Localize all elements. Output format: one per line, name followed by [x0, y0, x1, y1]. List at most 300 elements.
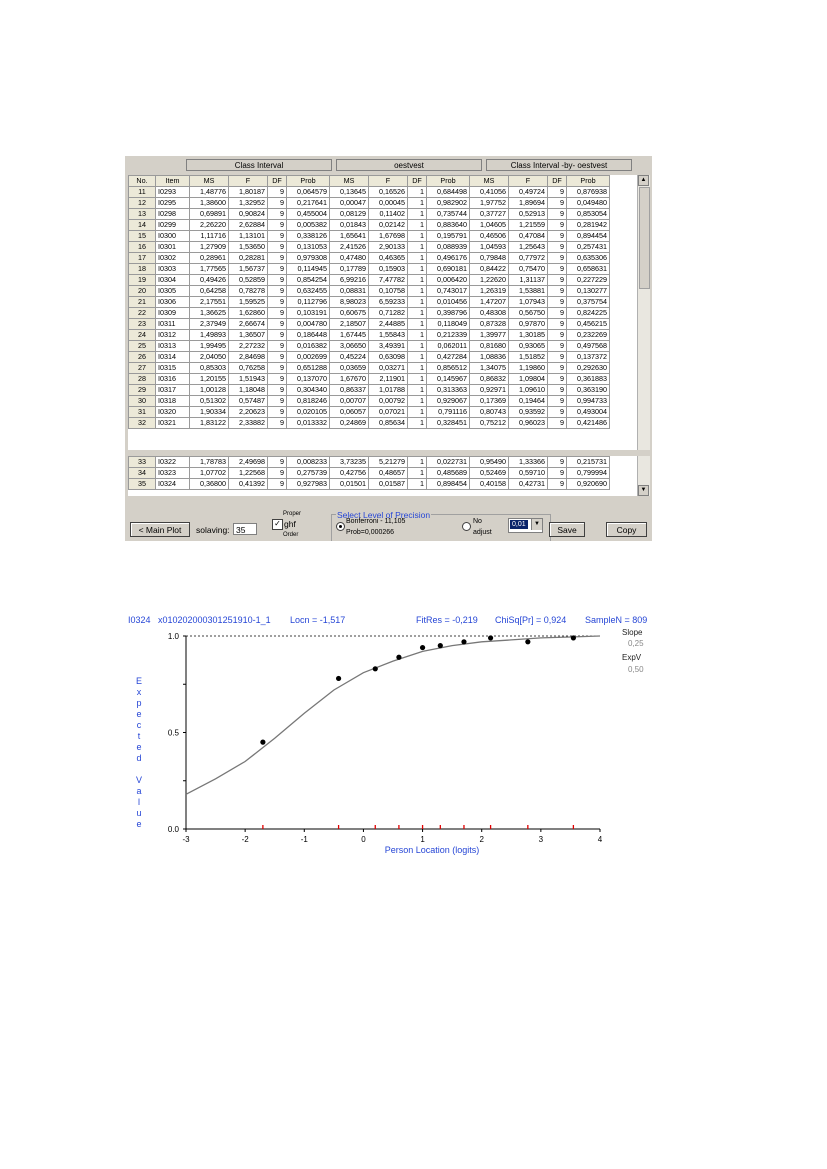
- table-cell: 1,67445: [330, 330, 369, 341]
- table-cell: 1,09610: [509, 385, 548, 396]
- table-cell: 1,21559: [509, 220, 548, 231]
- table-cell: 0,48308: [470, 308, 509, 319]
- observed-point: [461, 639, 466, 644]
- table-cell: 0,217641: [287, 198, 330, 209]
- table-cell: 1,22568: [229, 468, 268, 479]
- table-cell: 1,01788: [369, 385, 408, 396]
- table-cell: 0,338126: [287, 231, 330, 242]
- table-cell: 0,86337: [330, 385, 369, 396]
- checkbox-label: ghf: [284, 519, 296, 529]
- table-cell: 1,53881: [509, 286, 548, 297]
- table-cell: 1,13101: [229, 231, 268, 242]
- table-cell: 1,19860: [509, 363, 548, 374]
- table-cell: 0,020105: [287, 407, 330, 418]
- table-cell: 0,130277: [567, 286, 610, 297]
- table-cell: 2,20623: [229, 407, 268, 418]
- column-header[interactable]: MS: [190, 176, 229, 187]
- person-id: x010202000301251910-1_1: [158, 615, 271, 625]
- table-cell: 1,90334: [190, 407, 229, 418]
- table-cell: 0,232269: [567, 330, 610, 341]
- table-cell: I0311: [156, 319, 190, 330]
- table-cell: 9: [268, 374, 287, 385]
- table-cell: 1: [408, 242, 427, 253]
- table-cell: 1,32952: [229, 198, 268, 209]
- table-cell: 0,15903: [369, 264, 408, 275]
- table-cell: 1,36625: [190, 308, 229, 319]
- table-cell: 30: [129, 396, 156, 407]
- table-cell: I0312: [156, 330, 190, 341]
- table-cell: 1: [408, 220, 427, 231]
- table-cell: 9: [268, 286, 287, 297]
- table-cell: 9: [268, 231, 287, 242]
- main-plot-button[interactable]: < Main Plot: [130, 522, 190, 537]
- table-cell: 0,186448: [287, 330, 330, 341]
- table-cell: 9: [548, 341, 567, 352]
- table-cell: 16: [129, 242, 156, 253]
- table-cell: 0,78278: [229, 286, 268, 297]
- table-cell: 1,26319: [470, 286, 509, 297]
- table-cell: 24: [129, 330, 156, 341]
- y-axis-label-letter: c: [136, 720, 142, 730]
- table-cell: 0,982902: [427, 198, 470, 209]
- table-cell: 2,18507: [330, 319, 369, 330]
- table-cell: 0,854254: [287, 275, 330, 286]
- bonferroni-prob: Prob=0,000266: [346, 529, 395, 536]
- y-tick-label: 1.0: [167, 632, 179, 641]
- table-cell: 0,95490: [470, 457, 509, 468]
- x-tick-label: 3: [538, 835, 544, 844]
- table-cell: 5,21279: [369, 457, 408, 468]
- table-cell: 0,48657: [369, 468, 408, 479]
- table-cell: 9: [548, 468, 567, 479]
- table-cell: 1: [408, 363, 427, 374]
- table-cell: 0,485689: [427, 468, 470, 479]
- y-axis-label-letter: d: [136, 753, 142, 763]
- table-cell: 1: [408, 187, 427, 198]
- table-cell: 0,455004: [287, 209, 330, 220]
- table-cell: 9: [548, 308, 567, 319]
- scroll-down-icon[interactable]: ▼: [638, 485, 649, 496]
- table-cell: 0,791116: [427, 407, 470, 418]
- table-cell: 28: [129, 374, 156, 385]
- table-cell: 0,876938: [567, 187, 610, 198]
- table-cell: I0301: [156, 242, 190, 253]
- table-cell: 0,81680: [470, 341, 509, 352]
- table-cell: 29: [129, 385, 156, 396]
- item-code: I0324: [128, 615, 151, 625]
- table-cell: 1,36507: [229, 330, 268, 341]
- table-cell: 9: [268, 468, 287, 479]
- table-cell: 0,112796: [287, 297, 330, 308]
- table-cell: 1,67670: [330, 374, 369, 385]
- table-cell: 2,26220: [190, 220, 229, 231]
- table-cell: 0,313363: [427, 385, 470, 396]
- table-cell: 1,00128: [190, 385, 229, 396]
- table-cell: 0,42756: [330, 468, 369, 479]
- table-cell: 32: [129, 418, 156, 429]
- table-cell: 0,42731: [509, 479, 548, 490]
- expv-label: ExpV: [622, 653, 642, 662]
- table-cell: 34: [129, 468, 156, 479]
- y-axis-label-letter: u: [136, 808, 142, 818]
- table-cell: 1: [408, 253, 427, 264]
- table-cell: 0,03659: [330, 363, 369, 374]
- table-cell: 1,83122: [190, 418, 229, 429]
- table-cell: 0,363190: [567, 385, 610, 396]
- table-cell: 0,894454: [567, 231, 610, 242]
- save-button[interactable]: Save: [549, 522, 585, 537]
- plot-area: [168, 632, 603, 844]
- table-cell: 9: [548, 220, 567, 231]
- table-cell: 0,853054: [567, 209, 610, 220]
- table-cell: 0,01501: [330, 479, 369, 490]
- table-cell: I0309: [156, 308, 190, 319]
- table-cell: 18: [129, 264, 156, 275]
- table-cell: 1,39977: [470, 330, 509, 341]
- table-cell: 9: [268, 396, 287, 407]
- table-cell: 0,01587: [369, 479, 408, 490]
- table-cell: 0,28961: [190, 253, 229, 264]
- column-header[interactable]: Prob: [427, 176, 470, 187]
- table-cell: 0,118049: [427, 319, 470, 330]
- table-cell: 0,06057: [330, 407, 369, 418]
- table-cell: 9: [548, 209, 567, 220]
- table-cell: 0,52469: [470, 468, 509, 479]
- table-cell: 1: [408, 341, 427, 352]
- table-cell: 33: [129, 457, 156, 468]
- column-header[interactable]: DF: [548, 176, 567, 187]
- table-cell: 2,90133: [369, 242, 408, 253]
- group-header-oestvest: oestvest: [336, 159, 482, 171]
- table-cell: 0,46506: [470, 231, 509, 242]
- table-cell: 1,51852: [509, 352, 548, 363]
- table-cell: 1,47207: [470, 297, 509, 308]
- table-cell: 1: [408, 457, 427, 468]
- table-cell: 9: [548, 418, 567, 429]
- column-header[interactable]: Item: [156, 176, 190, 187]
- column-header[interactable]: F: [509, 176, 548, 187]
- table-cell: 0,979308: [287, 253, 330, 264]
- table-cell: 0,57487: [229, 396, 268, 407]
- table-cell: 2,49698: [229, 457, 268, 468]
- table-cell: 22: [129, 308, 156, 319]
- table-cell: 0,00045: [369, 198, 408, 209]
- column-header[interactable]: F: [229, 176, 268, 187]
- table-cell: 0,28281: [229, 253, 268, 264]
- table-cell: I0318: [156, 396, 190, 407]
- table-cell: 9: [548, 374, 567, 385]
- table-cell: 1,65641: [330, 231, 369, 242]
- table-cell: I0323: [156, 468, 190, 479]
- table-cell: 1,89694: [509, 198, 548, 209]
- solving-input[interactable]: 35: [233, 523, 257, 535]
- location-readout: Locn = -1,517: [290, 615, 346, 625]
- x-tick-label: -3: [182, 835, 190, 844]
- x-axis-label: Person Location (logits): [384, 845, 480, 855]
- table-cell: 0,93592: [509, 407, 548, 418]
- table-cell: 6,99216: [330, 275, 369, 286]
- table-cell: 3,73235: [330, 457, 369, 468]
- table-cell: 2,17551: [190, 297, 229, 308]
- scroll-up-icon[interactable]: ▲: [638, 175, 649, 186]
- table-cell: 2,37949: [190, 319, 229, 330]
- table-cell: 1,22620: [470, 275, 509, 286]
- table-cell: 9: [548, 479, 567, 490]
- table-cell: 1,99495: [190, 341, 229, 352]
- table-cell: 1: [408, 385, 427, 396]
- column-header[interactable]: DF: [268, 176, 287, 187]
- order-checkbox[interactable]: ✓: [272, 519, 283, 530]
- table-cell: 0,84422: [470, 264, 509, 275]
- table-cell: 0,17369: [470, 396, 509, 407]
- table-cell: 1: [408, 418, 427, 429]
- table-cell: 1,80187: [229, 187, 268, 198]
- table-cell: I0321: [156, 418, 190, 429]
- table-cell: 1,62860: [229, 308, 268, 319]
- table-cell: 1: [408, 297, 427, 308]
- copy-button[interactable]: Copy: [606, 522, 647, 537]
- table-cell: 0,137372: [567, 352, 610, 363]
- table-cell: 1: [408, 330, 427, 341]
- table-cell: 0,41392: [229, 479, 268, 490]
- table-cell: 2,11901: [369, 374, 408, 385]
- observed-point: [525, 639, 530, 644]
- table-cell: 0,36800: [190, 479, 229, 490]
- x-tick-label: -2: [241, 835, 249, 844]
- table-cell: 9: [268, 264, 287, 275]
- table-cell: I0298: [156, 209, 190, 220]
- table-cell: 0,08831: [330, 286, 369, 297]
- table-cell: 0,85303: [190, 363, 229, 374]
- table-cell: 3,06650: [330, 341, 369, 352]
- table-cell: 1,53650: [229, 242, 268, 253]
- column-header[interactable]: MS: [330, 176, 369, 187]
- x-tick-label: 2: [479, 835, 484, 844]
- table-cell: 0,47084: [509, 231, 548, 242]
- table-cell: 0,215731: [567, 457, 610, 468]
- table-cell: 12: [129, 198, 156, 209]
- table-cell: 1: [408, 198, 427, 209]
- table-cell: 14: [129, 220, 156, 231]
- table-cell: I0313: [156, 341, 190, 352]
- samplen-readout: SampleN = 809: [585, 615, 648, 625]
- table-cell: 0,96023: [509, 418, 548, 429]
- table-cell: 1,25643: [509, 242, 548, 253]
- table-cell: 0,60675: [330, 308, 369, 319]
- table-cell: 9: [548, 286, 567, 297]
- table-cell: 9: [268, 385, 287, 396]
- table-cell: 1,55843: [369, 330, 408, 341]
- slope-label: Slope: [622, 628, 643, 637]
- table-cell: 0,114945: [287, 264, 330, 275]
- bonferroni-label: Bonferroni - 11,105: [346, 518, 406, 525]
- table-cell: 0,088939: [427, 242, 470, 253]
- fitres-readout: FitRes = -0,219: [416, 615, 478, 625]
- table-cell: 9: [548, 198, 567, 209]
- table-cell: 0,361883: [567, 374, 610, 385]
- observed-point: [396, 655, 401, 660]
- table-cell: 9: [268, 187, 287, 198]
- table-cell: 2,62884: [229, 220, 268, 231]
- table-cell: 9: [268, 198, 287, 209]
- table-cell: I0324: [156, 479, 190, 490]
- observed-point: [420, 645, 425, 650]
- chevron-down-icon[interactable]: ▼: [531, 519, 542, 530]
- table-cell: 0,51302: [190, 396, 229, 407]
- table-cell: 1,48776: [190, 187, 229, 198]
- table-cell: 0,735744: [427, 209, 470, 220]
- table-cell: 1,33366: [509, 457, 548, 468]
- checkbox-top-text: Proper: [283, 511, 302, 517]
- table-cell: 1,38600: [190, 198, 229, 209]
- table-cell: 26: [129, 352, 156, 363]
- table-cell: 0,883640: [427, 220, 470, 231]
- table-cell: 1,30185: [509, 330, 548, 341]
- table-cell: 0,635306: [567, 253, 610, 264]
- table-cell: 1: [408, 396, 427, 407]
- expv-value: 0,50: [628, 665, 644, 674]
- table-cell: 0,37727: [470, 209, 509, 220]
- column-header[interactable]: MS: [470, 176, 509, 187]
- observed-point: [571, 635, 576, 640]
- observed-point: [488, 635, 493, 640]
- table-cell: 0,929067: [427, 396, 470, 407]
- y-axis-label-letter: E: [135, 676, 143, 686]
- table-cell: 0,005382: [287, 220, 330, 231]
- table-cell: 21: [129, 297, 156, 308]
- table-cell: 0,275739: [287, 468, 330, 479]
- table-cell: 9: [548, 253, 567, 264]
- table-cell: 0,16526: [369, 187, 408, 198]
- y-axis-label: [136, 676, 142, 829]
- table-cell: 11: [129, 187, 156, 198]
- no-adjust-label-2: adjust: [473, 529, 492, 536]
- table-cell: 0,69891: [190, 209, 229, 220]
- column-header[interactable]: No.: [129, 176, 156, 187]
- table-cell: 1,56737: [229, 264, 268, 275]
- table-cell: 0,64258: [190, 286, 229, 297]
- table-cell: 0,456215: [567, 319, 610, 330]
- table-cell: 20: [129, 286, 156, 297]
- table-cell: 0,00047: [330, 198, 369, 209]
- precision-legend: Select Level of Precision: [337, 510, 431, 520]
- table-cell: I0316: [156, 374, 190, 385]
- table-cell: 9: [548, 242, 567, 253]
- table-cell: 0,00792: [369, 396, 408, 407]
- table-cell: 9: [268, 242, 287, 253]
- table-cell: I0300: [156, 231, 190, 242]
- table-cell: I0306: [156, 297, 190, 308]
- table-cell: I0320: [156, 407, 190, 418]
- table-cell: 0,75212: [470, 418, 509, 429]
- table-cell: 9: [268, 253, 287, 264]
- table-cell: 0,02142: [369, 220, 408, 231]
- x-tick-label: -1: [300, 835, 308, 844]
- table-cell: 1,67698: [369, 231, 408, 242]
- table-cell: 0,76258: [229, 363, 268, 374]
- table-cell: 0,398796: [427, 308, 470, 319]
- table-cell: 9: [268, 479, 287, 490]
- column-header[interactable]: Prob: [287, 176, 330, 187]
- table-cell: 1,97752: [470, 198, 509, 209]
- table-cell: 0,010456: [427, 297, 470, 308]
- table-cell: 0,49724: [509, 187, 548, 198]
- table-cell: 9: [548, 231, 567, 242]
- table-cell: 0,49426: [190, 275, 229, 286]
- table-cell: 1: [408, 275, 427, 286]
- table-cell: 0,799994: [567, 468, 610, 479]
- x-tick-label: 0: [361, 835, 366, 844]
- table-cell: 9: [548, 407, 567, 418]
- table-cell: 0,212339: [427, 330, 470, 341]
- table-cell: 0,90824: [229, 209, 268, 220]
- table-cell: 0,47480: [330, 253, 369, 264]
- table-cell: 1,04605: [470, 220, 509, 231]
- slope-value: 0,25: [628, 639, 644, 648]
- table-cell: 0,103191: [287, 308, 330, 319]
- no-adjust-label: No: [473, 518, 482, 525]
- table-cell: 0,56750: [509, 308, 548, 319]
- table-cell: 0,690181: [427, 264, 470, 275]
- table-cell: 0,137070: [287, 374, 330, 385]
- observed-point: [336, 676, 341, 681]
- table-cell: 0,08129: [330, 209, 369, 220]
- table-cell: 9: [548, 187, 567, 198]
- table-cell: 9: [268, 330, 287, 341]
- table-cell: 0,062011: [427, 341, 470, 352]
- table-cell: 0,63098: [369, 352, 408, 363]
- table-cell: 9: [268, 418, 287, 429]
- column-header[interactable]: Prob: [567, 176, 610, 187]
- checkbox-bottom-text: Order: [283, 532, 299, 538]
- table-cell: 9: [548, 330, 567, 341]
- table-cell: 0,856512: [427, 363, 470, 374]
- table-cell: 0,11402: [369, 209, 408, 220]
- column-header[interactable]: F: [369, 176, 408, 187]
- table-cell: 0,743017: [427, 286, 470, 297]
- table-cell: 1,31137: [509, 275, 548, 286]
- table-cell: 0,920690: [567, 479, 610, 490]
- table-cell: 0,898454: [427, 479, 470, 490]
- table-cell: 9: [268, 308, 287, 319]
- table-cell: 9: [268, 319, 287, 330]
- table-cell: 0,375754: [567, 297, 610, 308]
- table-cell: 0,131053: [287, 242, 330, 253]
- table-cell: 9: [268, 363, 287, 374]
- table-cell: 27: [129, 363, 156, 374]
- table-cell: 9: [548, 385, 567, 396]
- table-cell: 0,994733: [567, 396, 610, 407]
- y-tick-label: 0.0: [167, 825, 179, 834]
- table-cell: 1,49893: [190, 330, 229, 341]
- table-cell: I0314: [156, 352, 190, 363]
- table-cell: 0,002699: [287, 352, 330, 363]
- table-cell: 9: [268, 220, 287, 231]
- table-cell: 0,45224: [330, 352, 369, 363]
- table-cell: 1,07943: [509, 297, 548, 308]
- table-cell: 2,41526: [330, 242, 369, 253]
- table-cell: 1,11716: [190, 231, 229, 242]
- table-cell: 0,17789: [330, 264, 369, 275]
- column-header[interactable]: DF: [408, 176, 427, 187]
- table-cell: 0,013332: [287, 418, 330, 429]
- table-cell: 3,49391: [369, 341, 408, 352]
- y-tick-label: 0.5: [167, 728, 179, 738]
- y-axis-label-letter: e: [136, 819, 142, 829]
- table-cell: 35: [129, 479, 156, 490]
- table-cell: 23: [129, 319, 156, 330]
- table-cell: 0,195791: [427, 231, 470, 242]
